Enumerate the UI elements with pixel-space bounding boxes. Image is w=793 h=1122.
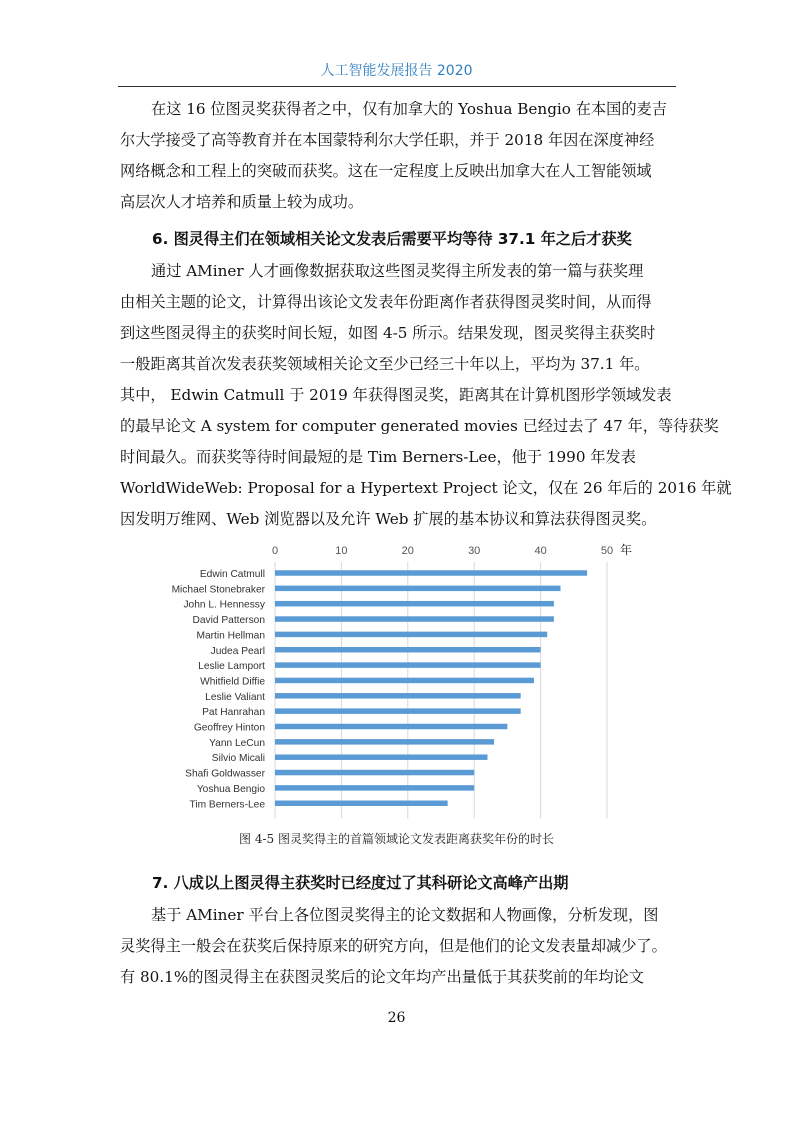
paragraph-research-output — [120, 900, 676, 993]
category-label: Judea Pearl — [210, 645, 265, 657]
category-label: John L. Hennessy — [183, 599, 265, 611]
bar — [275, 678, 534, 684]
figure-caption: 图 4-5 图灵奖得主的首篇领域论文发表距离获奖年份的时长 — [239, 832, 554, 846]
category-label: Leslie Valiant — [205, 691, 265, 703]
text-line: 通过 AMiner 人才画像数据获取这些图灵奖得主所发表的第一篇与获奖理 — [151, 262, 644, 280]
category-label: Martin Hellman — [196, 630, 265, 642]
bar — [275, 801, 448, 807]
running-header: 人工智能发展报告 2020 — [320, 63, 473, 79]
bar — [275, 632, 547, 638]
category-label: Pat Hanrahan — [202, 707, 265, 719]
text-line: 的最早论文 A system for computer generated movies 已经过去了 47 年，等待获奖 — [120, 417, 719, 435]
category-label: Edwin Catmull — [199, 569, 265, 580]
text-line: 基于 AMiner 平台上各位图灵奖得主的论文数据和人物画像，分析发现，图 — [151, 906, 659, 924]
tick-label: 40 — [534, 545, 547, 557]
bar — [275, 739, 494, 745]
bar — [275, 693, 521, 699]
bar-chart — [150, 538, 650, 820]
text-line: WorldWideWeb: Proposal for a Hypertext Project 论文，仅在 26 年后的 2016 年就 — [120, 479, 732, 497]
bar — [275, 708, 521, 714]
tick-label: 10 — [335, 545, 348, 557]
tick-label: 0 — [271, 545, 279, 557]
bar — [275, 601, 554, 607]
bar — [275, 754, 487, 760]
figure-4-5-chart — [150, 538, 650, 820]
tick-label: 50 — [600, 545, 614, 557]
text-line: 尔大学接受了高等教育并在本国蒙特利尔大学任职，并于 2018 年因在深度神经 — [120, 131, 655, 149]
text-line: 因发明万维网、Web 浏览器以及允许 Web 扩展的基本协议和算法获得图灵奖。 — [120, 510, 657, 528]
text-line: 一般距离其首次发表获奖领域相关论文至少已经三十年以上，平均为 37.1 年。 — [120, 355, 650, 373]
text-line: 时间最久。而获奖等待时间最短的是 Tim Berners-Lee，他于 1990 年发表 — [120, 448, 636, 466]
bar — [275, 770, 474, 776]
bar — [275, 570, 587, 576]
bar — [275, 586, 561, 592]
category-label: Yann LeCun — [209, 737, 265, 749]
category-label: Yoshua Bengio — [196, 783, 265, 795]
bar — [275, 616, 554, 622]
text-line: 网络概念和工程上的突破而获奖。这在一定程度上反映出加拿大在人工智能领域 — [120, 162, 652, 180]
tick-label: 30 — [468, 545, 481, 557]
text-line: 由相关主题的论文，计算得出该论文发表年份距离作者获得图灵奖时间，从而得 — [120, 293, 652, 311]
section-heading-7: 7. 八成以上图灵得主获奖时已经度过了其科研论文高峰产出期 — [152, 874, 569, 892]
paragraph-waiting-time — [120, 256, 732, 535]
category-label: Silvio Micali — [211, 753, 265, 765]
category-label: Whitfield Diffie — [200, 676, 265, 688]
x-axis-unit-label: 年 — [620, 543, 633, 557]
category-label: Shafi Goldwasser — [185, 768, 265, 780]
bar — [275, 785, 474, 791]
category-label: Leslie Lamport — [198, 661, 265, 673]
bar — [275, 662, 541, 668]
text-line: 到这些图灵得主的获奖时间长短，如图 4-5 所示。结果发现，图灵奖得主获奖时 — [120, 324, 656, 342]
text-line: 有 80.1%的图灵得主在获图灵奖后的论文年均产出量低于其获奖前的年均论文 — [120, 968, 644, 986]
section-heading-6: 6. 图灵得主们在领域相关论文发表后需要平均等待 37.1 年之后才获奖 — [152, 230, 632, 248]
category-label: Michael Stonebraker — [171, 584, 265, 596]
tick-label: 20 — [401, 545, 414, 557]
text-line: 在这 16 位图灵奖获得者之中，仅有加拿大的 Yoshua Bengio 在本国的麦吉 — [151, 100, 667, 118]
bar — [275, 724, 507, 730]
text-line: 灵奖得主一般会在获奖后保持原来的研究方向，但是他们的论文发表量却减少了。 — [120, 937, 667, 955]
page-number: 26 — [387, 1010, 406, 1026]
text-line: 其中， Edwin Catmull 于 2019 年获得图灵奖，距离其在计算机图形学领域发表 — [120, 386, 672, 404]
paragraph-bengio — [120, 94, 676, 218]
header-rule — [118, 86, 676, 87]
category-label: David Patterson — [192, 615, 265, 627]
text-line: 高层次人才培养和质量上较为成功。 — [120, 193, 363, 211]
category-label: Tim Berners-Lee — [189, 799, 265, 811]
category-label: Geoffrey Hinton — [193, 722, 265, 734]
bar — [275, 647, 541, 653]
